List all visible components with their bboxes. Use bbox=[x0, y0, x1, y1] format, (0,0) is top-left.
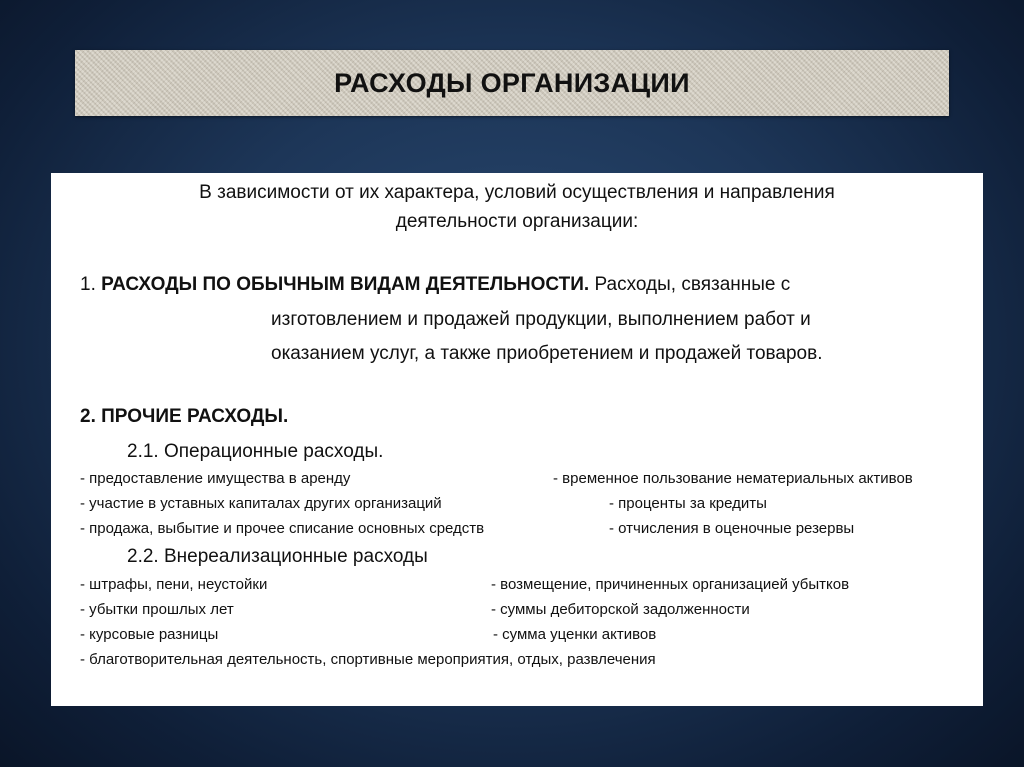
section1-text-1: Расходы, связанные с bbox=[594, 274, 791, 295]
nonop-expense-left-1: - штрафы, пени, неустойки bbox=[80, 576, 268, 593]
intro-line-2: деятельности организации: bbox=[395, 211, 639, 232]
op-expense-right-1: - временное пользование нематериальных активов bbox=[553, 470, 913, 487]
section1-heading: РАСХОДЫ ПО ОБЫЧНЫМ ВИДАМ ДЕЯТЕЛЬНОСТИ. bbox=[101, 274, 590, 295]
section2-heading: 2. ПРОЧИЕ РАСХОДЫ. bbox=[80, 406, 289, 427]
op-expense-right-3: - отчисления в оценочные резервы bbox=[609, 520, 855, 537]
subsection-2-2-title: 2.2. Внереализационные расходы bbox=[127, 546, 428, 567]
op-expense-left-2: - участие в уставных капиталах других организаций bbox=[80, 495, 442, 512]
nonop-expense-left-3: - курсовые разницы bbox=[80, 626, 219, 643]
section1-first-line bbox=[80, 274, 790, 296]
op-expense-left-3: - продажа, выбытие и прочее списание основных средств bbox=[80, 520, 485, 537]
subsection-2-1-title: 2.1. Операционные расходы. bbox=[127, 441, 384, 462]
op-expense-left-1: - предоставление имущества в аренду bbox=[80, 470, 351, 487]
nonop-expense-last: - благотворительная деятельность, спортивные мероприятия, отдых, развлечения bbox=[80, 651, 656, 668]
nonop-expense-right-3: - сумма уценки активов bbox=[493, 626, 657, 643]
op-expense-right-2: - проценты за кредиты bbox=[609, 495, 767, 512]
page-title: РАСХОДЫ ОРГАНИЗАЦИИ bbox=[334, 67, 690, 98]
nonop-expense-right-2: - суммы дебиторской задолженности bbox=[491, 601, 750, 618]
title-bar bbox=[75, 50, 949, 116]
section1-number: 1. bbox=[80, 274, 96, 295]
intro-line-1: В зависимости от их характера, условий осуществления и направления bbox=[199, 182, 835, 203]
section1-text-2: изготовлением и продажей продукции, выполнением работ и bbox=[271, 309, 811, 330]
content-panel bbox=[51, 173, 983, 706]
section1-text-3: оказанием услуг, а также приобретением и продажей товаров. bbox=[271, 343, 823, 364]
nonop-expense-right-1: - возмещение, причиненных организацией убытков bbox=[491, 576, 850, 593]
nonop-expense-left-2: - убытки прошлых лет bbox=[80, 601, 234, 618]
